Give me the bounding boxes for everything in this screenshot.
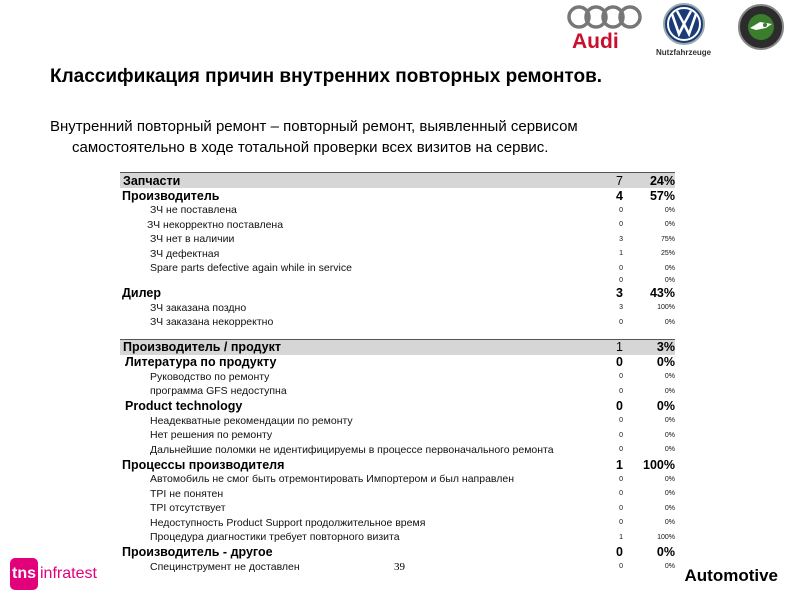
table-row: Дальнейшие поломки не идентифицируемы в процессе первоначального ремонта 0 0% xyxy=(150,443,675,456)
group-row-dealer: Дилер 3 43% xyxy=(122,286,675,300)
skoda-logo xyxy=(736,2,786,52)
table-row: Руководство по ремонту 0 0% xyxy=(150,370,675,383)
table-row: TPI отсутствует 0 0% xyxy=(150,502,675,515)
group-row-other: Производитель - другое 0 0% xyxy=(122,545,675,559)
group-row-technology: Product technology 0 0% xyxy=(125,399,675,413)
table-row: ЗЧ заказана некорректно 0 0% xyxy=(150,316,675,329)
page-number: 39 xyxy=(394,561,405,573)
vw-logo xyxy=(654,2,714,58)
audi-logo xyxy=(566,2,644,52)
table-row: ЗЧ нет в наличии 3 75% xyxy=(150,233,675,246)
intro-line-1: Внутренний повторный ремонт – повторный ремонт, выявленный сервисом xyxy=(50,118,578,135)
table-row: ЗЧ некорректно поставлена 0 0% xyxy=(147,218,675,231)
group-row-literature: Литература по продукту 0 0% xyxy=(125,355,675,369)
table-row: Spare parts defective again while in service 0 0% xyxy=(150,262,675,275)
brand-logos xyxy=(566,2,786,58)
spacer xyxy=(120,330,675,340)
table-row: Недоступность Product Support продолжительное время 0 0% xyxy=(150,516,675,529)
tns-subtitle: infratest xyxy=(40,565,97,582)
intro-paragraph xyxy=(50,116,672,158)
table-row: Процедура диагностики требует повторного визита 1 100% xyxy=(150,531,675,544)
table-row: ЗЧ не поставлена 0 0% xyxy=(150,204,675,217)
tns-mark: tns xyxy=(10,558,38,590)
page-title: Классификация причин внутренних повторных ремонтов. xyxy=(50,66,603,87)
vw-subtitle: Nutzfahrzeuge xyxy=(656,48,712,57)
table-row: ЗЧ заказана поздно 3 100% xyxy=(150,301,675,314)
table-row-extra: 0 0% xyxy=(619,277,675,284)
group-row-processes: Процессы производителя 1 100% xyxy=(122,457,675,472)
section-header-parts: Запчасти 7 24% xyxy=(120,173,675,189)
table-row: Автомобиль не смог быть отремонтировать Импортером и был направлен 0 0% xyxy=(150,473,675,486)
table-row: ЗЧ дефектная 1 25% xyxy=(150,247,675,260)
table-row: программа GFS недоступна 0 0% xyxy=(150,385,675,398)
repairs-table xyxy=(120,172,675,574)
tns-infratest-logo xyxy=(10,558,97,590)
intro-line-2: самостоятельно в ходе тотальной проверки всех визитов на сервис. xyxy=(72,139,549,156)
table-row: Специнструмент не доставлен 0 0% xyxy=(150,560,675,573)
table-row: Неадекватные рекомендации по ремонту 0 0% xyxy=(150,414,675,427)
brand-footer: Automotive xyxy=(684,566,778,585)
table-row: Нет решения по ремонту 0 0% xyxy=(150,429,675,442)
table-row: TPI не понятен 0 0% xyxy=(150,487,675,500)
audi-wordmark: Audi xyxy=(572,30,619,53)
group-row-producer: Производитель 4 57% xyxy=(122,188,675,203)
section-header-product: Производитель / продукт 1 3% xyxy=(120,339,675,355)
